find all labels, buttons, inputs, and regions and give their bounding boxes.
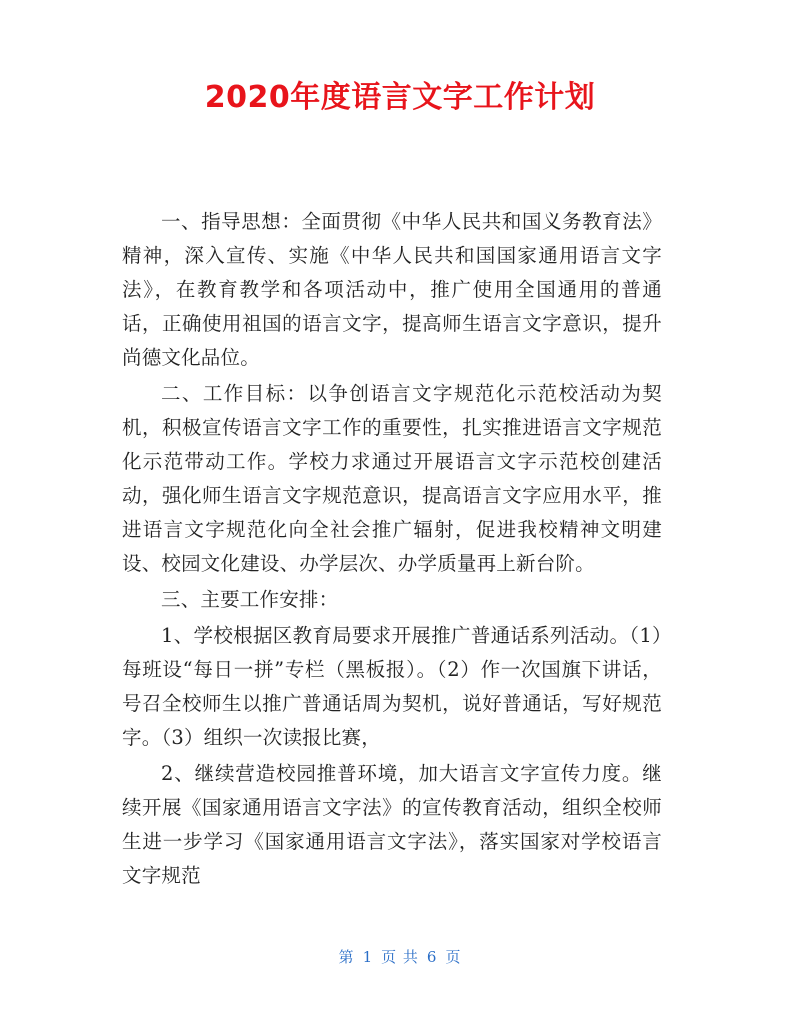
paragraph-main-arrangements-heading: 三、主要工作安排： [161,588,339,611]
paragraph-item-1: 1、学校根据区教育局要求开展推广普通话系列活动。（1）每班设“每日一拼”专栏（黑板报）。（2）作一次国旗下讲话，号召全校师生以推广普通话周为契机，说好普通话，写好规范字。（3）组织一次读报比赛， [122,624,662,749]
document-body [122,205,662,893]
page-number: 1 [362,948,374,966]
document-title: 2020年度语言文字工作计划 [204,80,596,115]
page-footer [0,946,800,967]
paragraph-guiding-ideology: 一、指导思想：全面贯彻《中华人民共和国义务教育法》精神，深入宣传、实施《中华人民共和国国家通用语言文字法》，在教育教学和各项活动中，推广使用全国通用的普通话，正确使用祖国的语言文字，提高师生语言文字意识，提升尚德文化品位。 [122,210,662,369]
paragraph-item-2: 2、继续营造校园推普环境，加大语言文字宣传力度。继续开展《国家通用语言文字法》的宣传教育活动，组织全校师生进一步学习《国家通用语言文字法》，落实国家对学校语言文字规范 [122,762,662,887]
page-label-suffix: 页 [445,948,462,966]
page-label-mid: 页 共 [381,948,419,966]
paragraph-work-goals: 二、工作目标：以争创语言文字规范化示范校活动为契机，积极宣传语言文字工作的重要性，扎实推进语言文字规范化示范带动工作。学校力求通过开展语言文字示范校创建活动，强化师生语言文字规范意识，提高语言文字应用水平，推进语言文字规范化向全社会推广辐射，促进我校精神文明建设、校园文化建设、办学层次、办学质量再上新台阶。 [122,382,662,575]
page-label-prefix: 第 [338,948,355,966]
total-pages: 6 [426,948,438,966]
